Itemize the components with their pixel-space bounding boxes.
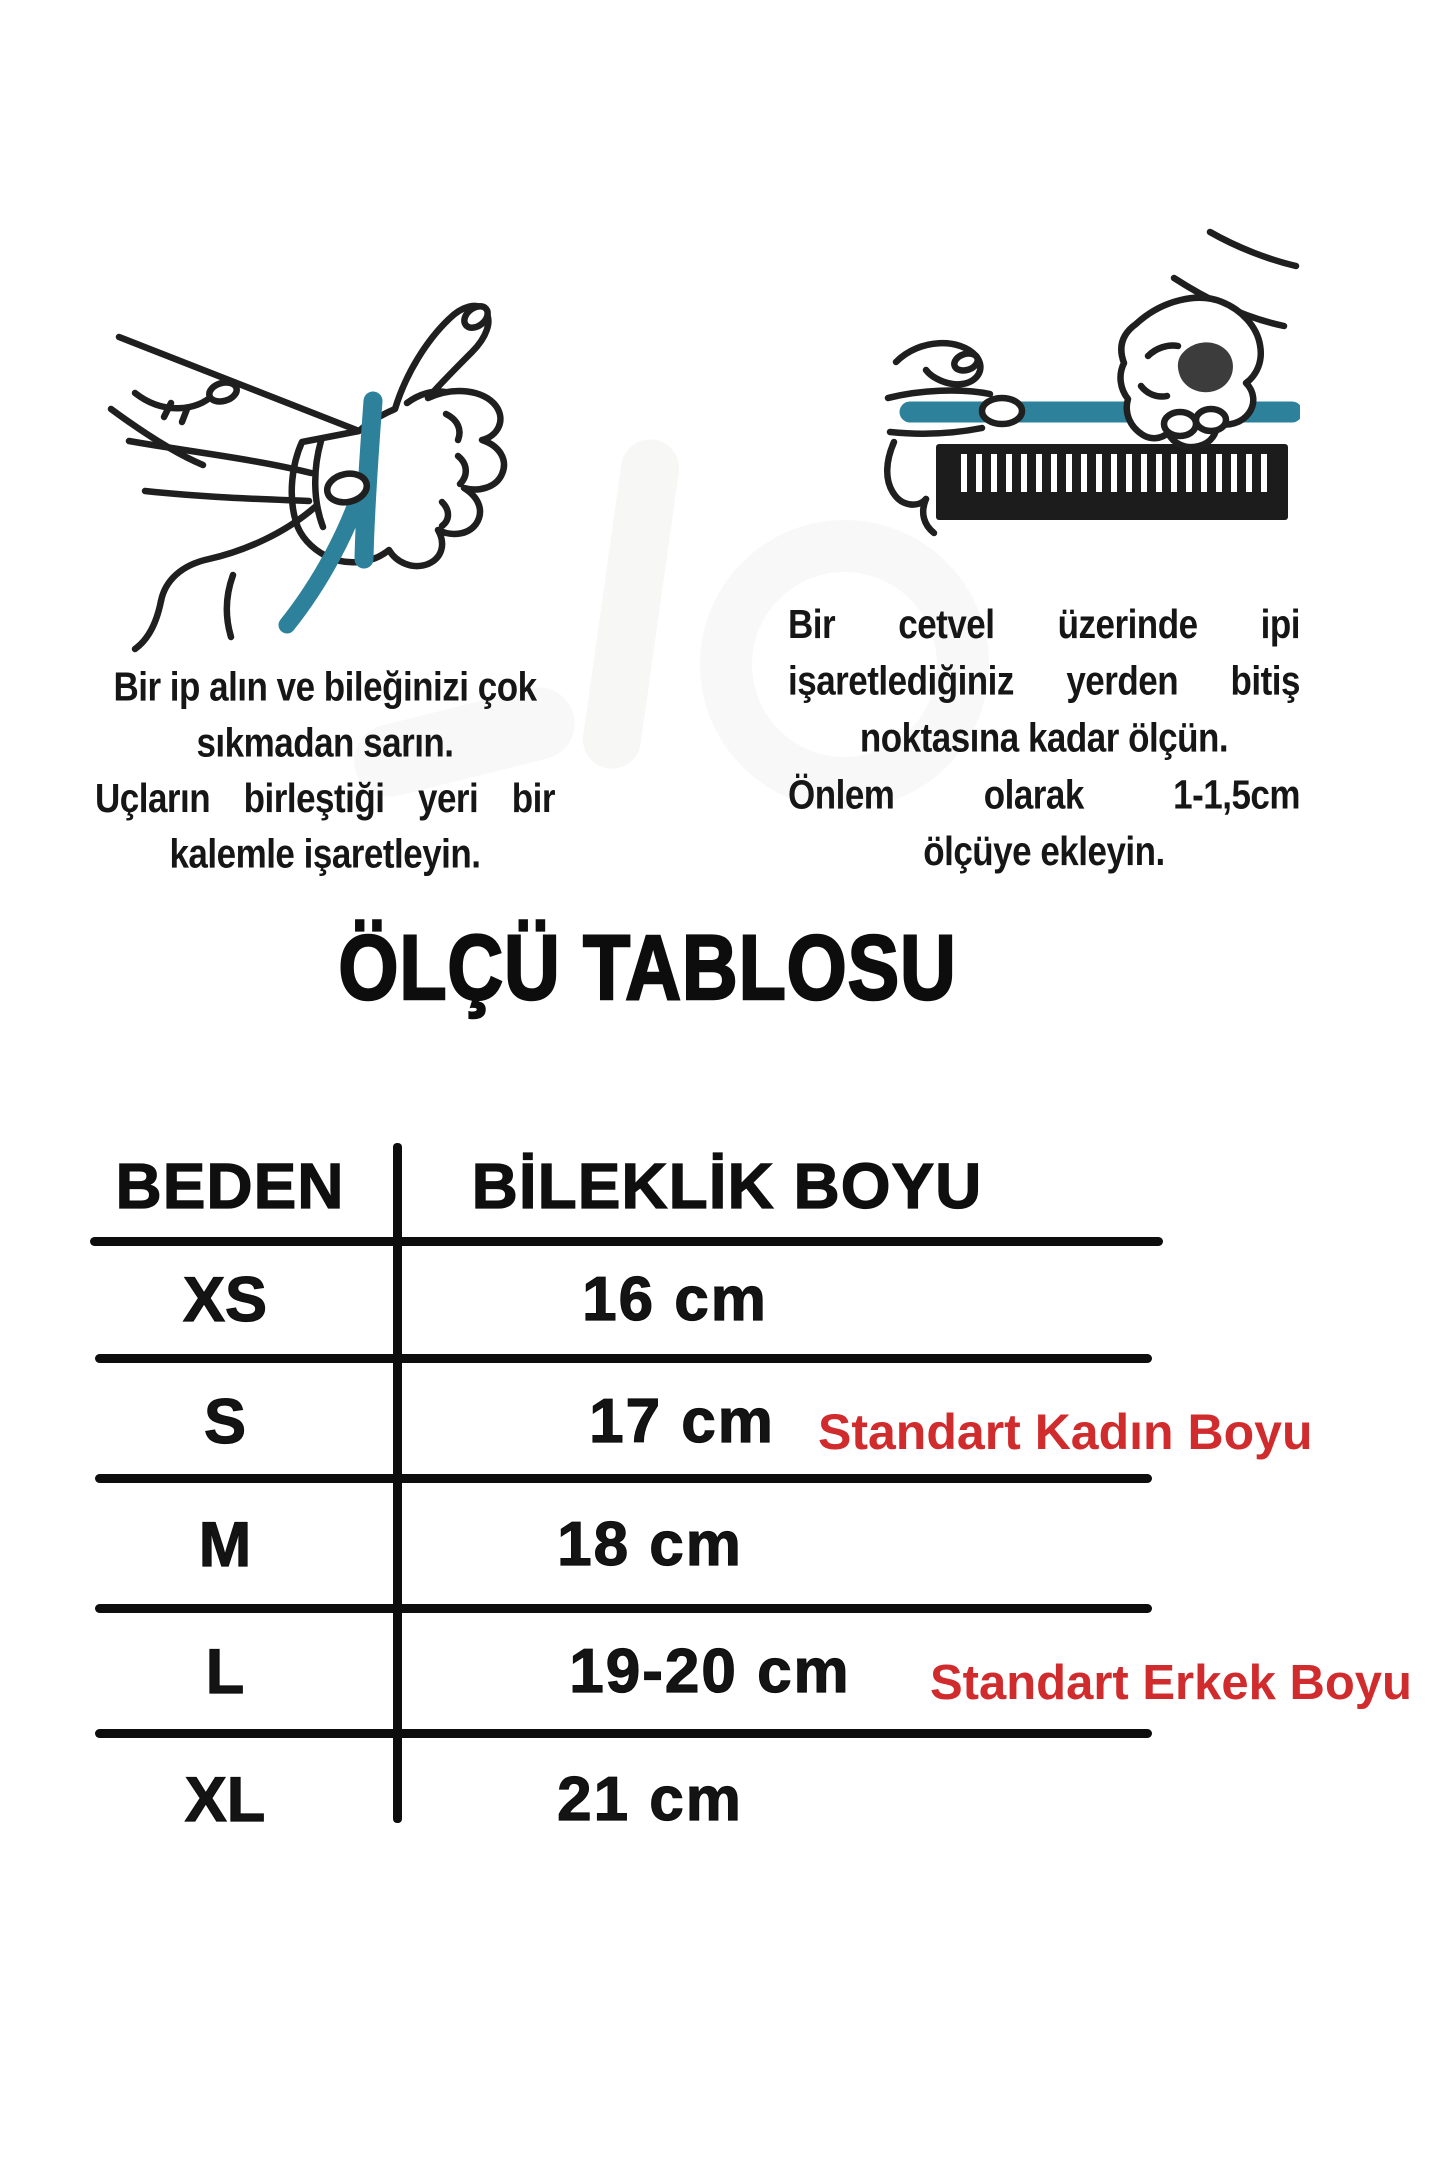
instruction-line: kalemle işaretleyin. bbox=[169, 831, 481, 877]
instruction-line: Önlem olarak 1-1,5cm bbox=[788, 772, 1300, 818]
instruction-line: ölçüye ekleyin. bbox=[923, 829, 1165, 875]
instruction-line: Bir cetvel üzerinde ipi bbox=[788, 601, 1300, 648]
column-header-size: BEDEN bbox=[115, 1150, 345, 1222]
page-title: ÖLÇÜ TABLOSU bbox=[338, 917, 957, 1019]
ruler-measure-illustration bbox=[880, 228, 1300, 538]
table-row-divider bbox=[95, 1604, 1152, 1613]
size-cell-xs: XS bbox=[182, 1265, 268, 1335]
table-header-divider bbox=[90, 1237, 1163, 1246]
ruler-ticks bbox=[964, 454, 1264, 492]
note-standard-men-size: Standart Erkek Boyu bbox=[930, 1656, 1412, 1710]
column-header-length: BİLEKLİK BOYU bbox=[471, 1150, 983, 1222]
length-cell-xl: 21 cm bbox=[557, 1765, 743, 1834]
table-row-divider bbox=[95, 1729, 1152, 1738]
size-cell-l: L bbox=[205, 1637, 245, 1707]
note-standard-women-size: Standart Kadın Boyu bbox=[818, 1404, 1313, 1460]
length-cell-xs: 16 cm bbox=[582, 1265, 768, 1334]
table-row-divider bbox=[95, 1474, 1152, 1483]
forearm-line bbox=[119, 337, 359, 431]
instruction-line: işaretlediğiniz yerden bitiş bbox=[788, 658, 1300, 704]
marker-tip bbox=[1178, 342, 1233, 392]
instruction-wrap-string bbox=[95, 660, 555, 883]
length-cell-l: 19-20 cm bbox=[569, 1637, 851, 1706]
table-row-divider bbox=[95, 1354, 1152, 1363]
instruction-line: sıkmadan sarın. bbox=[196, 720, 454, 766]
size-cell-xl: XL bbox=[184, 1765, 266, 1835]
size-cell-m: M bbox=[198, 1510, 252, 1580]
instruction-line: Bir ip alın ve bileğinizi çok bbox=[113, 664, 537, 710]
wrist-string-illustration bbox=[105, 245, 545, 665]
background-watermark bbox=[579, 436, 683, 773]
length-cell-s: 17 cm bbox=[589, 1387, 775, 1456]
size-cell-s: S bbox=[203, 1387, 247, 1457]
instruction-line: Uçların birleştiği yeri bir bbox=[95, 776, 555, 822]
instruction-measure-ruler bbox=[788, 596, 1300, 880]
length-cell-m: 18 cm bbox=[557, 1510, 743, 1579]
instruction-line: noktasına kadar ölçün. bbox=[859, 715, 1229, 761]
